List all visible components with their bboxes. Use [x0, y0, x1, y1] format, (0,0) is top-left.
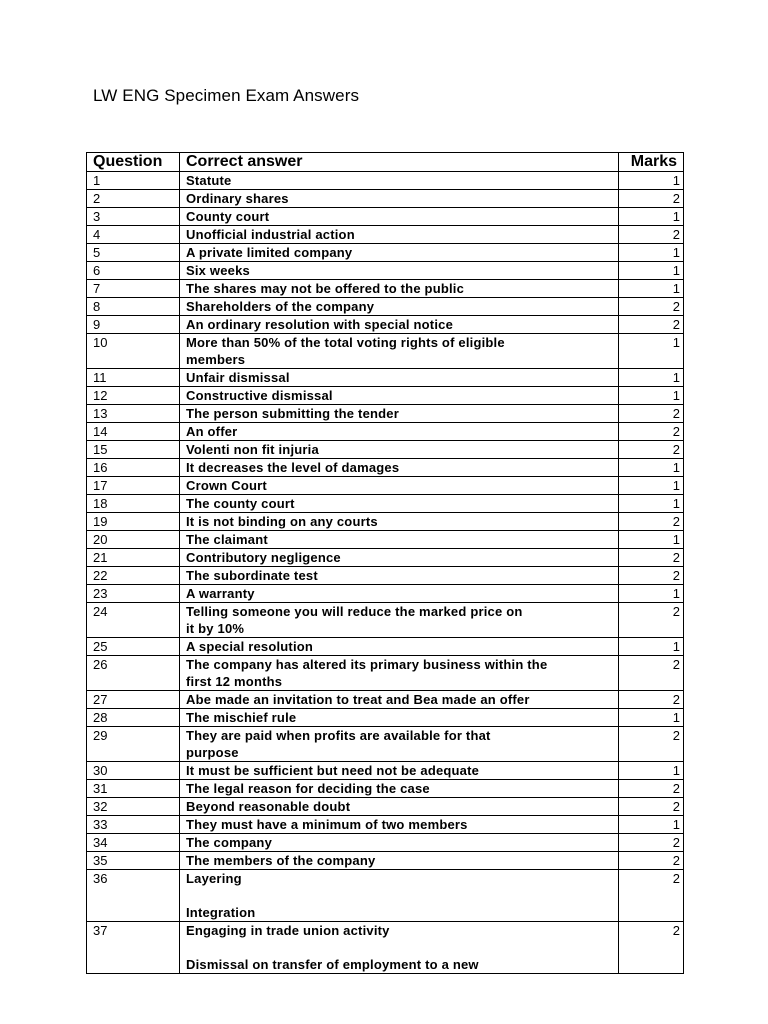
table-row	[87, 405, 684, 423]
correct-answer	[180, 280, 619, 298]
table-row	[87, 262, 684, 280]
correct-answer	[180, 691, 619, 709]
question-number: 32	[87, 798, 180, 816]
question-number: 4	[87, 226, 180, 244]
correct-answer	[180, 816, 619, 834]
marks-value: 1	[619, 585, 684, 603]
correct-answer	[180, 870, 619, 922]
table-row	[87, 549, 684, 567]
answer-line: The county court	[186, 496, 295, 511]
correct-answer	[180, 834, 619, 852]
marks-value: 2	[619, 513, 684, 531]
answer-line: it by 10%	[186, 621, 245, 636]
answer-line: The company	[186, 835, 272, 850]
answer-line: The person submitting the tender	[186, 406, 399, 421]
question-number: 36	[87, 870, 180, 922]
marks-value: 1	[619, 280, 684, 298]
table-row	[87, 691, 684, 709]
question-number: 29	[87, 727, 180, 762]
question-number: 8	[87, 298, 180, 316]
answer-line: members	[186, 352, 246, 367]
question-number: 9	[87, 316, 180, 334]
answer-line: Unofficial industrial action	[186, 227, 355, 242]
answer-line: Shareholders of the company	[186, 299, 375, 314]
answer-line: Contributory negligence	[186, 550, 341, 565]
answer-line: The mischief rule	[186, 710, 297, 725]
answer-line: They must have a minimum of two members	[186, 817, 468, 832]
marks-value: 1	[619, 208, 684, 226]
table-row	[87, 834, 684, 852]
marks-value: 1	[619, 495, 684, 513]
correct-answer	[180, 727, 619, 762]
question-number: 12	[87, 387, 180, 405]
marks-value: 2	[619, 691, 684, 709]
correct-answer	[180, 567, 619, 585]
marks-value: 2	[619, 316, 684, 334]
table-header-row	[87, 153, 684, 172]
table-row	[87, 531, 684, 549]
question-number: 2	[87, 190, 180, 208]
marks-value: 1	[619, 762, 684, 780]
answer-line: Abe made an invitation to treat and Bea made an offer	[186, 692, 530, 707]
answer-line: Six weeks	[186, 263, 250, 278]
table-row	[87, 423, 684, 441]
answer-line: purpose	[186, 745, 239, 760]
correct-answer	[180, 226, 619, 244]
marks-value: 2	[619, 423, 684, 441]
answer-line: The legal reason for deciding the case	[186, 781, 430, 796]
correct-answer	[180, 334, 619, 369]
marks-value: 2	[619, 405, 684, 423]
marks-column-header: Marks	[619, 153, 684, 172]
table-row	[87, 656, 684, 691]
answer-line: first 12 months	[186, 674, 283, 689]
marks-value: 1	[619, 334, 684, 369]
table-row	[87, 816, 684, 834]
question-column-header: Question	[87, 153, 180, 172]
question-number: 3	[87, 208, 180, 226]
table-row	[87, 244, 684, 262]
correct-answer	[180, 709, 619, 727]
marks-value: 2	[619, 226, 684, 244]
question-number: 28	[87, 709, 180, 727]
correct-answer	[180, 585, 619, 603]
table-row	[87, 727, 684, 762]
answer-line: The members of the company	[186, 853, 376, 868]
correct-answer	[180, 172, 619, 190]
table-row	[87, 316, 684, 334]
correct-answer	[180, 549, 619, 567]
marks-value: 2	[619, 190, 684, 208]
marks-value: 1	[619, 387, 684, 405]
answer-line: Volenti non fit injuria	[186, 442, 319, 457]
answer-rows	[87, 172, 684, 974]
correct-answer	[180, 638, 619, 656]
answer-line: Crown Court	[186, 478, 267, 493]
correct-answer	[180, 244, 619, 262]
marks-value: 2	[619, 298, 684, 316]
correct-answer	[180, 405, 619, 423]
question-number: 26	[87, 656, 180, 691]
correct-answer	[180, 208, 619, 226]
marks-value: 2	[619, 603, 684, 638]
correct-answer	[180, 369, 619, 387]
correct-answer	[180, 190, 619, 208]
answer-line: Ordinary shares	[186, 191, 289, 206]
answer-line: A private limited company	[186, 245, 353, 260]
question-number: 37	[87, 922, 180, 974]
marks-value: 1	[619, 172, 684, 190]
table-row	[87, 477, 684, 495]
correct-answer	[180, 513, 619, 531]
table-row	[87, 585, 684, 603]
correct-answer	[180, 316, 619, 334]
answer-line: An ordinary resolution with special notice	[186, 317, 453, 332]
question-number: 14	[87, 423, 180, 441]
question-number: 27	[87, 691, 180, 709]
question-number: 17	[87, 477, 180, 495]
question-number: 21	[87, 549, 180, 567]
correct-answer	[180, 423, 619, 441]
marks-value: 2	[619, 798, 684, 816]
table-row	[87, 387, 684, 405]
correct-answer	[180, 262, 619, 280]
table-row	[87, 567, 684, 585]
table-row	[87, 709, 684, 727]
question-number: 1	[87, 172, 180, 190]
answer-line: The shares may not be offered to the public	[186, 281, 465, 296]
marks-value: 2	[619, 834, 684, 852]
correct-answer	[180, 441, 619, 459]
question-number: 22	[87, 567, 180, 585]
table-row	[87, 226, 684, 244]
answer-line: Unfair dismissal	[186, 370, 290, 385]
marks-value: 2	[619, 780, 684, 798]
answers-table	[86, 152, 684, 974]
answer-line: Telling someone you will reduce the marked price on	[186, 604, 523, 619]
answer-line: The claimant	[186, 532, 268, 547]
marks-value: 1	[619, 816, 684, 834]
table-row	[87, 638, 684, 656]
answer-line: Constructive dismissal	[186, 388, 333, 403]
table-row	[87, 798, 684, 816]
marks-value: 2	[619, 852, 684, 870]
marks-value: 1	[619, 477, 684, 495]
table-row	[87, 190, 684, 208]
correct-answer	[180, 780, 619, 798]
marks-value: 2	[619, 441, 684, 459]
table-row	[87, 870, 684, 922]
line-spacer	[186, 939, 615, 956]
correct-answer	[180, 922, 619, 974]
correct-answer	[180, 603, 619, 638]
table-row	[87, 459, 684, 477]
table-row	[87, 603, 684, 638]
table-row	[87, 495, 684, 513]
question-number: 11	[87, 369, 180, 387]
answer-line: Statute	[186, 173, 232, 188]
marks-value: 1	[619, 638, 684, 656]
question-number: 7	[87, 280, 180, 298]
question-number: 20	[87, 531, 180, 549]
correct-answer	[180, 298, 619, 316]
document-title: LW ENG Specimen Exam Answers	[93, 86, 360, 105]
answer-line: More than 50% of the total voting rights of eligible	[186, 335, 505, 350]
answer-line: Layering	[186, 871, 242, 886]
answer-line: A warranty	[186, 586, 255, 601]
marks-value: 2	[619, 922, 684, 974]
correct-answer	[180, 495, 619, 513]
table-row	[87, 441, 684, 459]
answer-line: They are paid when profits are available for that	[186, 728, 491, 743]
question-number: 10	[87, 334, 180, 369]
table-row	[87, 334, 684, 369]
marks-value: 2	[619, 870, 684, 922]
answer-line: Integration	[186, 905, 256, 920]
question-number: 35	[87, 852, 180, 870]
question-number: 19	[87, 513, 180, 531]
correct-answer	[180, 656, 619, 691]
correct-answer	[180, 459, 619, 477]
table-row	[87, 280, 684, 298]
marks-value: 1	[619, 459, 684, 477]
answer-line: An offer	[186, 424, 238, 439]
answer-line: Engaging in trade union activity	[186, 923, 390, 938]
question-number: 34	[87, 834, 180, 852]
question-number: 23	[87, 585, 180, 603]
answer-line: It must be sufficient but need not be adequate	[186, 763, 480, 778]
question-number: 30	[87, 762, 180, 780]
answer-line: Beyond reasonable doubt	[186, 799, 351, 814]
line-spacer	[186, 887, 615, 904]
question-number: 25	[87, 638, 180, 656]
question-number: 33	[87, 816, 180, 834]
question-number: 13	[87, 405, 180, 423]
question-number: 15	[87, 441, 180, 459]
correct-answer	[180, 387, 619, 405]
answer-line: It is not binding on any courts	[186, 514, 378, 529]
marks-value: 2	[619, 656, 684, 691]
marks-value: 1	[619, 531, 684, 549]
correct-answer	[180, 762, 619, 780]
marks-value: 1	[619, 369, 684, 387]
table-row	[87, 762, 684, 780]
answer-line: The company has altered its primary business within the	[186, 657, 548, 672]
question-number: 6	[87, 262, 180, 280]
question-number: 5	[87, 244, 180, 262]
answer-line: The subordinate test	[186, 568, 318, 583]
table-row	[87, 369, 684, 387]
table-row	[87, 513, 684, 531]
marks-value: 2	[619, 727, 684, 762]
table-row	[87, 780, 684, 798]
marks-value: 2	[619, 549, 684, 567]
answer-line: It decreases the level of damages	[186, 460, 400, 475]
answer-line: Dismissal on transfer of employment to a new	[186, 957, 479, 972]
marks-value: 1	[619, 262, 684, 280]
table-row	[87, 172, 684, 190]
table-row	[87, 852, 684, 870]
answer-line: A special resolution	[186, 639, 314, 654]
table-row	[87, 922, 684, 974]
question-number: 31	[87, 780, 180, 798]
table-row	[87, 208, 684, 226]
marks-value: 2	[619, 567, 684, 585]
question-number: 16	[87, 459, 180, 477]
correct-answer	[180, 798, 619, 816]
correct-answer	[180, 477, 619, 495]
marks-value: 1	[619, 244, 684, 262]
question-number: 18	[87, 495, 180, 513]
correct-answer	[180, 531, 619, 549]
question-number: 24	[87, 603, 180, 638]
answer-column-header: Correct answer	[180, 153, 619, 172]
table-row	[87, 298, 684, 316]
answer-line: County court	[186, 209, 270, 224]
correct-answer	[180, 852, 619, 870]
marks-value: 1	[619, 709, 684, 727]
